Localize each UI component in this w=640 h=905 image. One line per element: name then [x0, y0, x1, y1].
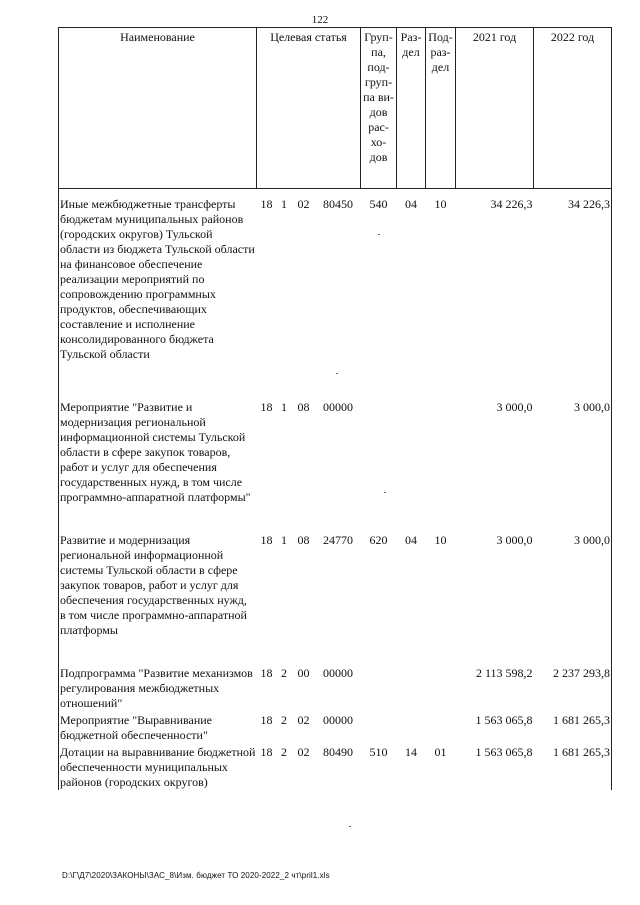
code-measure: 08	[297, 533, 310, 547]
amount-2021: 34 226,3	[490, 197, 533, 211]
amount-2022: 34 226,3	[534, 197, 612, 362]
code-subprogram: 2	[281, 713, 287, 727]
code-subprogram: 2	[281, 666, 287, 680]
table-row	[59, 713, 612, 743]
row-name: Мероприятие "Выравнивание бюджетной обеспеченности"	[59, 713, 257, 743]
code-subprogram: 1	[281, 400, 287, 414]
section	[397, 666, 426, 711]
row-name: Мероприятие "Развитие и модернизация региональной информационной системы Тульской области в сфере закупок товаров, работ и услуг для обеспечения государственных нужд, в том числе программно-аппаратной платформы"	[59, 400, 257, 505]
code-direction: 24770	[323, 533, 353, 547]
amount-2021: 1 563 065,8	[475, 713, 533, 727]
code-direction: 00000	[323, 666, 353, 680]
page-number: 122	[311, 14, 329, 26]
row-name: Дотации на выравнивание бюджетной обеспеченности муниципальных районов (городских округов)	[60, 745, 256, 789]
expense-group: 510	[369, 745, 388, 759]
subsection	[426, 666, 456, 711]
table-row	[59, 197, 612, 362]
amount-2021: 1 563 065,8	[475, 745, 533, 759]
section	[397, 713, 426, 743]
expense-group: 540	[369, 197, 388, 211]
header-target-article: Целевая статья	[257, 28, 361, 189]
header-name: Наименование	[59, 28, 257, 189]
subsection	[426, 713, 456, 743]
header-expense-group-text: Груп- па, под- груп- па ви- дов рас- хо- дов	[363, 30, 394, 164]
amount-2022: 1 681 265,3	[534, 713, 612, 743]
code-program: 18	[260, 666, 273, 680]
header-section-text: Раз- дел	[400, 30, 422, 59]
scan-speck	[349, 826, 351, 827]
code-measure: 00	[297, 666, 310, 680]
table-row	[59, 533, 612, 638]
code-measure: 08	[297, 400, 310, 414]
table-row	[59, 666, 612, 711]
budget-table-container	[58, 27, 611, 852]
footer-file-path: D:\Г\Д7\2020\ЗАКОНЫ\ЗАС_8\Изм. бюджет ТО 2020-2022_2 чт\pril1.xls	[62, 871, 330, 880]
header-subsection	[426, 28, 456, 189]
scan-speck	[384, 492, 386, 493]
expense-group	[361, 666, 397, 711]
code-direction: 80450	[323, 197, 353, 211]
section: 04	[405, 533, 418, 547]
budget-table	[58, 27, 612, 790]
code-direction: 00000	[323, 713, 353, 727]
code-subprogram: 1	[281, 197, 287, 211]
scan-speck	[378, 234, 380, 235]
header-year-2022: 2022 год	[534, 28, 612, 189]
header-row	[59, 28, 612, 189]
amount-2022: 1 681 265,3	[534, 745, 612, 790]
code-measure: 02	[297, 713, 310, 727]
table-row	[59, 745, 612, 790]
code-program: 18	[260, 533, 273, 547]
header-expense-group	[361, 28, 397, 189]
code-direction: 80490	[323, 745, 353, 759]
header-subsection-text: Под- раз- дел	[428, 30, 453, 74]
code-measure: 02	[297, 197, 310, 211]
subsection: 01	[434, 745, 447, 759]
table-row	[59, 400, 612, 505]
row-name: Подпрограмма "Развитие механизмов регулирования межбюджетных отношений"	[59, 666, 257, 711]
expense-group	[361, 713, 397, 743]
subsection	[426, 400, 456, 505]
amount-2021: 3 000,0	[496, 533, 533, 547]
code-program: 18	[260, 713, 273, 727]
code-program: 18	[260, 197, 273, 211]
code-direction: 00000	[323, 400, 353, 414]
subsection: 10	[434, 533, 447, 547]
section	[397, 400, 426, 505]
code-subprogram: 1	[281, 533, 287, 547]
scan-speck	[336, 373, 338, 374]
code-subprogram: 2	[281, 745, 287, 759]
header-section	[397, 28, 426, 189]
section: 04	[405, 197, 418, 211]
amount-2022: 3 000,0	[534, 533, 612, 638]
expense-group	[361, 400, 397, 505]
amount-2022: 2 237 293,8	[534, 666, 612, 711]
amount-2022: 3 000,0	[534, 400, 612, 505]
row-name: Развитие и модернизация региональной информационной системы Тульской области в сфере закупок товаров, работ и услуг для обеспечения государственных нужд, в том числе программно-аппаратной платформы	[59, 533, 257, 638]
code-program: 18	[260, 400, 273, 414]
amount-2021: 3 000,0	[496, 400, 533, 414]
section: 14	[405, 745, 418, 759]
code-program: 18	[260, 745, 273, 759]
subsection: 10	[434, 197, 447, 211]
header-year-2021: 2021 год	[456, 28, 534, 189]
code-measure: 02	[297, 745, 310, 759]
expense-group: 620	[369, 533, 388, 547]
amount-2021: 2 113 598,2	[475, 666, 533, 680]
row-name: Иные межбюджетные трансферты бюджетам муниципальных районов (городских округов) Тульской области из бюджета Тульской области на финансовое обеспечение реализации мероприятий по сопровождению программных продуктов, обеспечивающих составление и исполнение консолидированного бюджета Тульской области	[60, 197, 255, 361]
